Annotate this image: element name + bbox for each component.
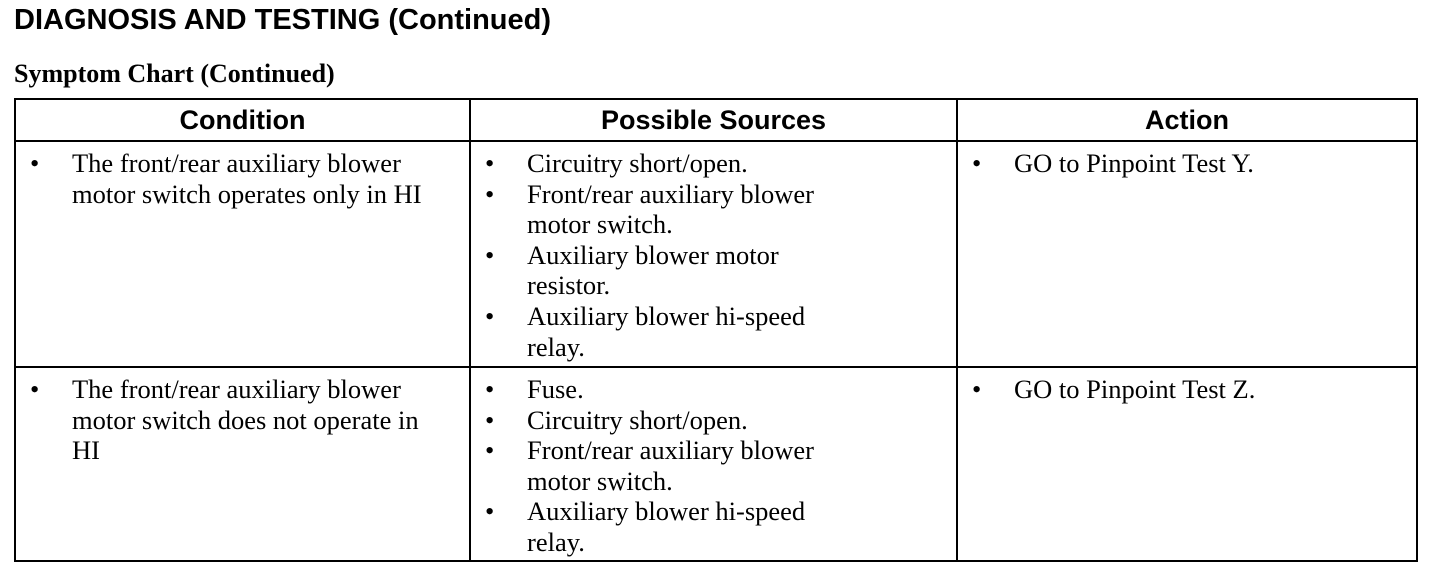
column-header-action: Action	[957, 99, 1417, 141]
section-title: Symptom Chart (Continued)	[14, 59, 335, 88]
condition-text: The front/rear auxiliary blower motor switch operates only in HI	[72, 148, 422, 209]
action-text: GO to Pinpoint Test Y.	[1014, 148, 1254, 178]
list-item	[958, 148, 1416, 179]
action-cell	[957, 141, 1417, 367]
possible-sources-cell	[470, 367, 957, 561]
condition-list	[16, 148, 469, 209]
bullet-icon: •	[485, 496, 495, 527]
list-item	[958, 374, 1416, 405]
action-cell	[957, 367, 1417, 561]
possible-sources-cell	[470, 141, 957, 367]
list-item	[471, 374, 956, 405]
possible-sources-list	[471, 374, 956, 558]
condition-text: The front/rear auxiliary blower motor switch does not operate in HI	[72, 374, 419, 466]
bullet-icon: •	[485, 178, 495, 209]
possible-sources-list	[471, 148, 956, 362]
bullet-icon: •	[30, 374, 40, 404]
bullet-icon: •	[485, 435, 495, 466]
action-list	[958, 374, 1416, 405]
source-text: Front/rear auxiliary blower motor switch.	[527, 435, 814, 496]
bullet-icon: •	[485, 404, 495, 435]
source-text: Circuitry short/open.	[527, 404, 748, 435]
bullet-icon: •	[30, 148, 40, 178]
source-text: Auxiliary blower hi-speed relay.	[527, 300, 806, 362]
condition-list	[16, 374, 469, 466]
list-item	[16, 148, 469, 209]
bullet-icon: •	[485, 374, 495, 404]
source-text: Fuse.	[527, 374, 584, 404]
table-row	[15, 367, 1417, 561]
bullet-icon: •	[485, 148, 495, 178]
action-text: GO to Pinpoint Test Z.	[1014, 374, 1256, 404]
list-item	[471, 435, 956, 496]
list-item	[471, 405, 956, 436]
condition-cell	[15, 141, 470, 367]
list-item	[471, 301, 956, 362]
list-item	[471, 179, 956, 240]
list-item	[471, 496, 956, 557]
table-header-row	[15, 99, 1417, 141]
table-row	[15, 141, 1417, 367]
page-title: DIAGNOSIS AND TESTING (Continued)	[14, 4, 552, 36]
action-list	[958, 148, 1416, 179]
bullet-icon: •	[972, 148, 982, 178]
bullet-icon: •	[485, 239, 495, 270]
list-item	[16, 374, 469, 466]
list-item	[471, 240, 956, 301]
bullet-icon: •	[485, 300, 495, 331]
condition-cell	[15, 367, 470, 561]
symptom-chart-table	[14, 98, 1418, 562]
source-text: Auxiliary blower hi-speed relay.	[527, 496, 806, 557]
column-header-condition: Condition	[15, 99, 470, 141]
source-text: Front/rear auxiliary blower motor switch.	[527, 178, 814, 240]
column-header-possible-sources: Possible Sources	[470, 99, 957, 141]
source-text: Auxiliary blower motor resistor.	[527, 239, 779, 301]
bullet-icon: •	[972, 374, 982, 404]
list-item	[471, 148, 956, 179]
source-text: Circuitry short/open.	[527, 148, 748, 178]
